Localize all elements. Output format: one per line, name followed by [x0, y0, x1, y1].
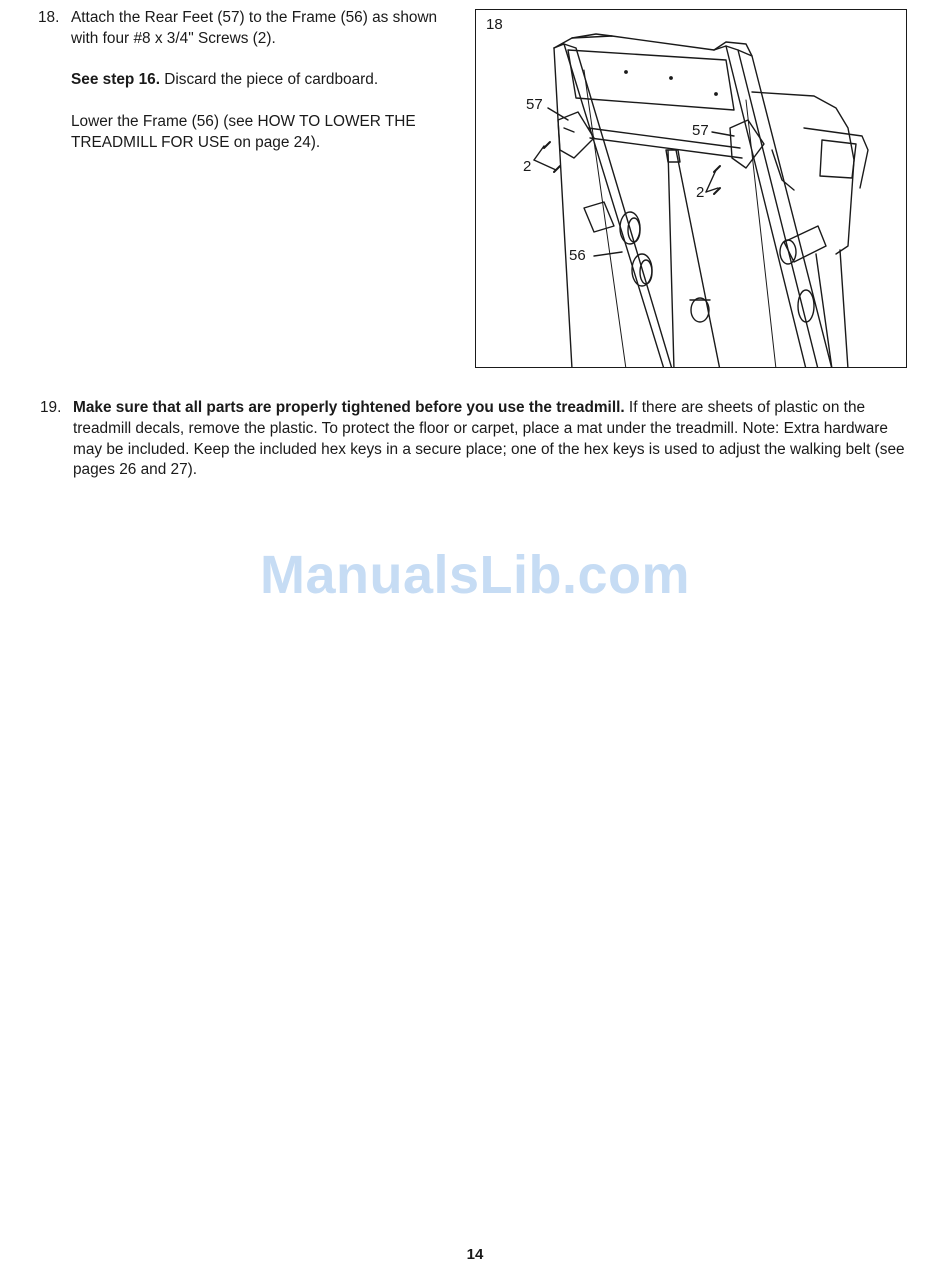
- step-18-number: 18.: [38, 9, 60, 26]
- see-step-reference: See step 16.: [71, 71, 160, 89]
- step-18-see-step: [71, 70, 438, 91]
- step-18-instruction: Attach the Rear Feet (57) to the Frame (56) as shown with four #8 x 3/4" Screws (2).: [71, 9, 438, 47]
- callout-rear-foot-right: 57: [692, 122, 709, 139]
- step-18: [38, 8, 438, 174]
- callout-screw-left: 2: [523, 158, 532, 175]
- step-19-instructions: If there are sheets of plastic on the treadmill decals, remove the plastic. To protect the floor or carpet, place a mat under the treadmill. Note: Extra hardware may be included. Keep the included hex keys in a secure place; one of the hex keys is used to adjust the walking belt (see pages 26 and 27).: [73, 399, 905, 479]
- treadmill-frame-drawing: [476, 10, 907, 368]
- page-number: 14: [466, 1246, 484, 1263]
- assembly-figure-18: [475, 9, 907, 368]
- step-18-body: [71, 8, 438, 154]
- callout-rear-foot-left: 57: [526, 96, 543, 113]
- discard-cardboard-text: Discard the piece of cardboard.: [159, 71, 379, 89]
- figure-number: 18: [486, 16, 503, 33]
- step-19-body: [73, 398, 915, 481]
- step-19-number: 19.: [40, 399, 62, 416]
- step-18-lower-frame: Lower the Frame (56) (see HOW TO LOWER THE TREADMILL FOR USE on page 24).: [71, 112, 416, 151]
- step-19-warning: Make sure that all parts are properly tightened before you use the treadmill.: [73, 399, 625, 416]
- callout-frame: 56: [569, 247, 586, 264]
- callout-screw-right: 2: [696, 184, 705, 201]
- step-19: [40, 398, 915, 481]
- watermark: ManualsLib.com: [259, 545, 691, 605]
